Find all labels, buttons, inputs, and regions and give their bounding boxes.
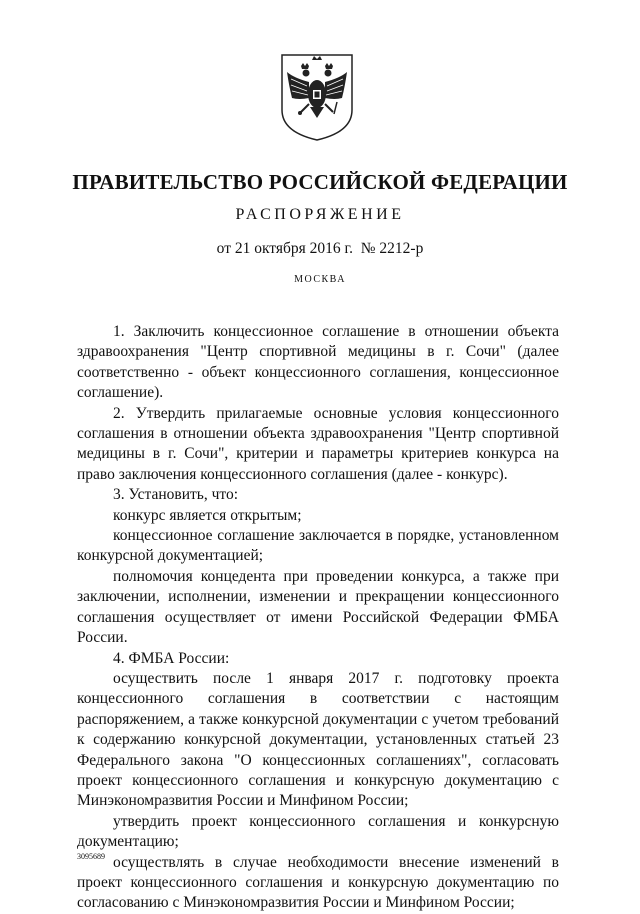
paragraph: 1. Заключить концессионное соглашение в отношении объекта здравоохранения "Центр спортивной медицины в г. Сочи" (далее соответственно - объект концессионного соглашения, концессионное соглашение).	[77, 323, 559, 402]
document-date: от 21 октября 2016 г.	[216, 240, 354, 257]
paragraph: полномочия концедента при проведении конкурса, а также при заключении, исполнении, изменении и прекращении концессионного соглашения осуществляет от имени Российской Федерации ФМБА России.	[77, 567, 559, 647]
document-city: МОСКВА	[294, 274, 346, 285]
paragraph: осуществлять в случае необходимости внесение изменений в проект концессионного соглашения и конкурсную документацию по согласованию с Минэкономразвития России и Минфином России;	[77, 853, 559, 912]
document-dateline	[0, 240, 640, 258]
document-body	[77, 322, 559, 914]
document-id: 3095689	[77, 852, 105, 861]
document-type: РАСПОРЯЖЕНИЕ	[235, 206, 405, 223]
page-title: ПРАВИТЕЛЬСТВО РОССИЙСКОЙ ФЕДЕРАЦИИ	[72, 170, 568, 194]
paragraph: конкурс является открытым;	[113, 506, 302, 524]
paragraph: 4. ФМБА России:	[113, 649, 230, 667]
paragraph: 2. Утвердить прилагаемые основные условия концессионного соглашения в отношении объекта здравоохранения "Центр спортивной медицины в г. Сочи", критерии и параметры критериев конкурса на право заключения концессионного соглашения (далее - конкурс).	[77, 404, 559, 483]
paragraph: осуществить после 1 января 2017 г. подготовку проекта концессионного соглашения в соответствии с настоящим распоряжением, а также конкурсной документации с учетом требований к содержанию конкурсной документации, установленных статьей 23 Федерального закона "О концессионных соглашениях", согласовать проект концессионного соглашения и конкурсную документацию с Минэкономразвития России и Минфином России;	[77, 669, 559, 810]
document-number: № 2212-р	[360, 240, 424, 257]
paragraph: концессионное соглашение заключается в порядке, установленном конкурсной документацией;	[77, 527, 559, 565]
paragraph: 3. Установить, что:	[113, 486, 239, 504]
paragraph: утвердить проект концессионного соглашения и конкурсную документацию;	[77, 812, 559, 851]
coat-of-arms-icon	[279, 52, 355, 142]
